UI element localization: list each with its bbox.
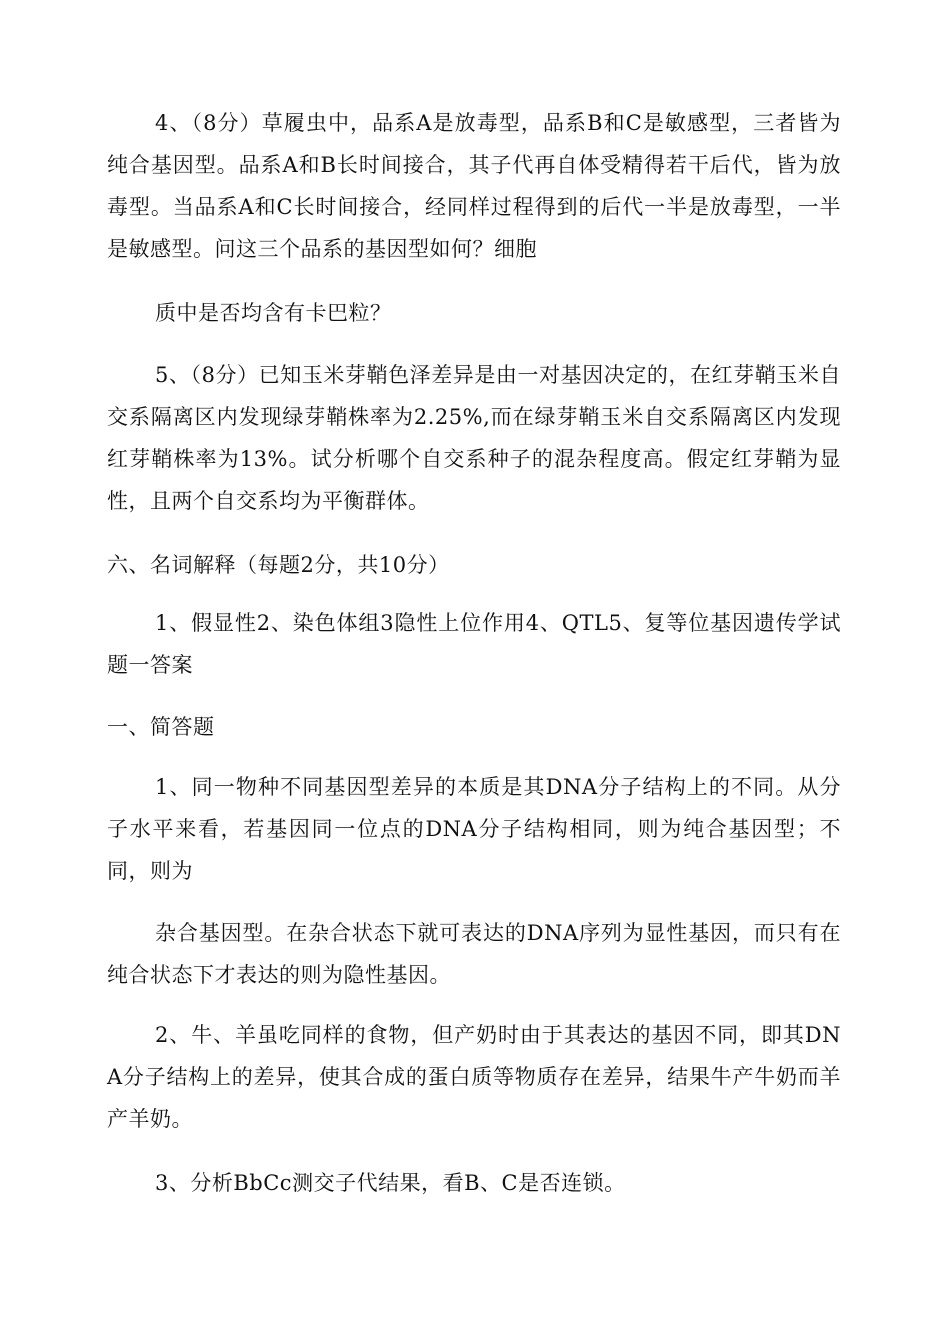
answer-2-text: 2、牛、羊虽吃同样的食物，但产奶时由于其表达的基因不同，即其DNA分子结构上的差异，使其合成的蛋白质等物质存在差异，结果牛产牛奶而羊产羊奶。 (107, 1023, 841, 1131)
section-six-heading: 六、名词解释（每题2分，共10分） (107, 553, 450, 577)
terms-list: 1、假显性2、染色体组3隐性上位作用4、QTL5、复等位基因遗传学试题一答案 (107, 611, 841, 677)
question-4-text: 4、（8分）草履虫中，品系A是放毒型，品系B和C是敏感型，三者皆为纯合基因型。品系A和B长时间接合，其子代再自体受精得若干后代，皆为放毒型。当品系A和C长时间接合，经同样过程得到的后代一半是放毒型，一半是敏感型。问这三个品系的基因型如何？细胞 (107, 111, 841, 261)
answer-3-text: 3、分析BbCc测交子代结果，看B、C是否连锁。 (155, 1171, 626, 1195)
section-one-heading: 一、简答题 (107, 715, 215, 739)
question-5-text: 5、（8分）已知玉米芽鞘色泽差异是由一对基因决定的，在红芽鞘玉米自交系隔离区内发现绿芽鞘株率为2.25%,而在绿芽鞘玉米自交系隔离区内发现红芽鞘株率为13%。试分析哪个自交系种子的混杂程度高。假定红芽鞘为显性，且两个自交系均为平衡群体。 (107, 363, 841, 513)
answer-1-text: 1、同一物种不同基因型差异的本质是其DNA分子结构上的不同。从分子水平来看，若基因同一位点的DNA分子结构相同，则为纯合基因型；不同，则为 (107, 775, 841, 883)
question-4-continuation: 质中是否均含有卡巴粒？ (155, 301, 392, 325)
answer-1-continuation: 杂合基因型。在杂合状态下就可表达的DNA序列为显性基因，而只有在纯合状态下才表达的则为隐性基因。 (107, 921, 841, 987)
